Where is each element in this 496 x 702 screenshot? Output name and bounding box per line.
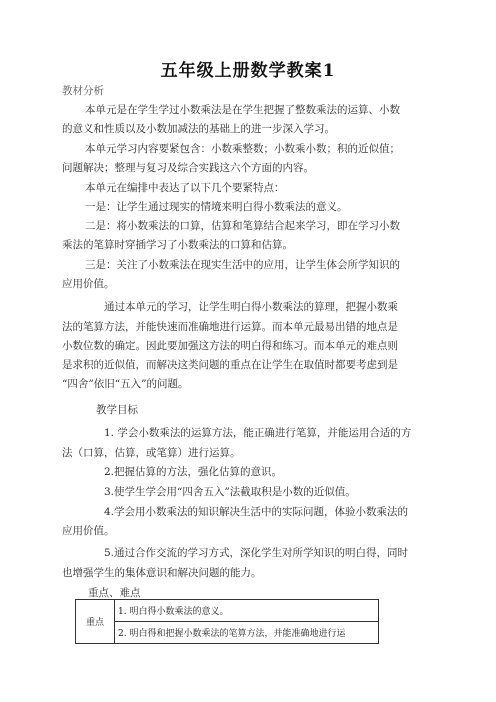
paragraph-line: 通过本单元的学习，让学生明白得小数乘法的算理，把握小数乘 xyxy=(104,301,398,313)
point-line: 二是：将小数乘法的口算，估算和笔算结合起来学习，即在学习小数 xyxy=(85,220,400,232)
goal-line: 3.使学生学会用“四舍五入”法截取积是小数的近似值。 xyxy=(104,486,356,498)
goal-line: 4.学会用小数乘法的知识解决生活中的实际问题，体验小数乘法的 xyxy=(104,506,409,518)
table-cell: 2. 明白得和把握小数乘法的笔算方法，并能准确地进行运 xyxy=(115,622,379,644)
goal-line: 1. 学会小数乘法的运算方法，能正确进行笔算，并能运用合适的方 xyxy=(104,427,412,439)
analysis-heading: 教材分析 xyxy=(62,85,104,97)
page-title: 五年级上册数学教案1 xyxy=(160,61,336,81)
goal-line: 2.把握估算的方法，强化估算的意识。 xyxy=(104,466,283,478)
keypoints-heading: 重点、难点 xyxy=(88,587,141,599)
goal-line: 法（口算，估算，或笔算）进行运算。 xyxy=(62,447,241,459)
paragraph-line: 问题解决；整理与复习及综合实践这六个方面的内容。 xyxy=(62,162,314,174)
paragraph-line: 本单元是在学生学过小数乘法是在学生把握了整数乘法的运算、小数 xyxy=(85,104,400,116)
goal-line: 应用价值。 xyxy=(62,525,115,537)
goal-line: 5.通过合作交流的学习方式，深化学生对所学知识的明白得，同时 xyxy=(104,547,409,559)
paragraph-line: 本单元学习内容要紧包含：小数乘整数；小数乘小数；积的近似值； xyxy=(85,143,400,155)
keypoints-label: 重点 xyxy=(76,600,115,644)
paragraph-line: 本单元在编排中表达了以下几个要紧特点： xyxy=(85,182,285,194)
table-row xyxy=(76,622,379,644)
point-line: 乘法的笔算时穿插学习了小数乘法的口算和估算。 xyxy=(62,239,293,251)
paragraph-line: 法的笔算方法，并能快速而准确地进行运算。而本单元最易出错的地点是 xyxy=(62,321,398,333)
point-line: 应用价值。 xyxy=(62,278,115,290)
paragraph-line: “四舍”依旧“五入”的问题。 xyxy=(62,378,189,390)
point-line: 一是：让学生通过现实的情境来明白得小数乘法的意义。 xyxy=(85,201,348,213)
table-cell: 1. 明白得小数乘法的意义。 xyxy=(115,600,379,622)
paragraph-line: 是求积的近似值，而解决这类问题的重点在让学生在取值时都要考虑到是 xyxy=(62,359,398,371)
table-row xyxy=(76,600,379,622)
goals-heading: 教学目标 xyxy=(96,404,138,416)
paragraph-line: 小数位数的确定。因此要加强这方法的明白得和练习。而本单元的难点则 xyxy=(62,340,398,352)
keypoints-table xyxy=(75,599,379,644)
paragraph-line: 的意义和性质以及小数加减法的基础上的进一步深入学习。 xyxy=(62,123,335,135)
goal-line: 也增强学生的集体意识和解决问题的能力。 xyxy=(62,567,262,579)
point-line: 三是：关注了小数乘法在现实生活中的应用，让学生体会所学知识的 xyxy=(85,259,400,271)
